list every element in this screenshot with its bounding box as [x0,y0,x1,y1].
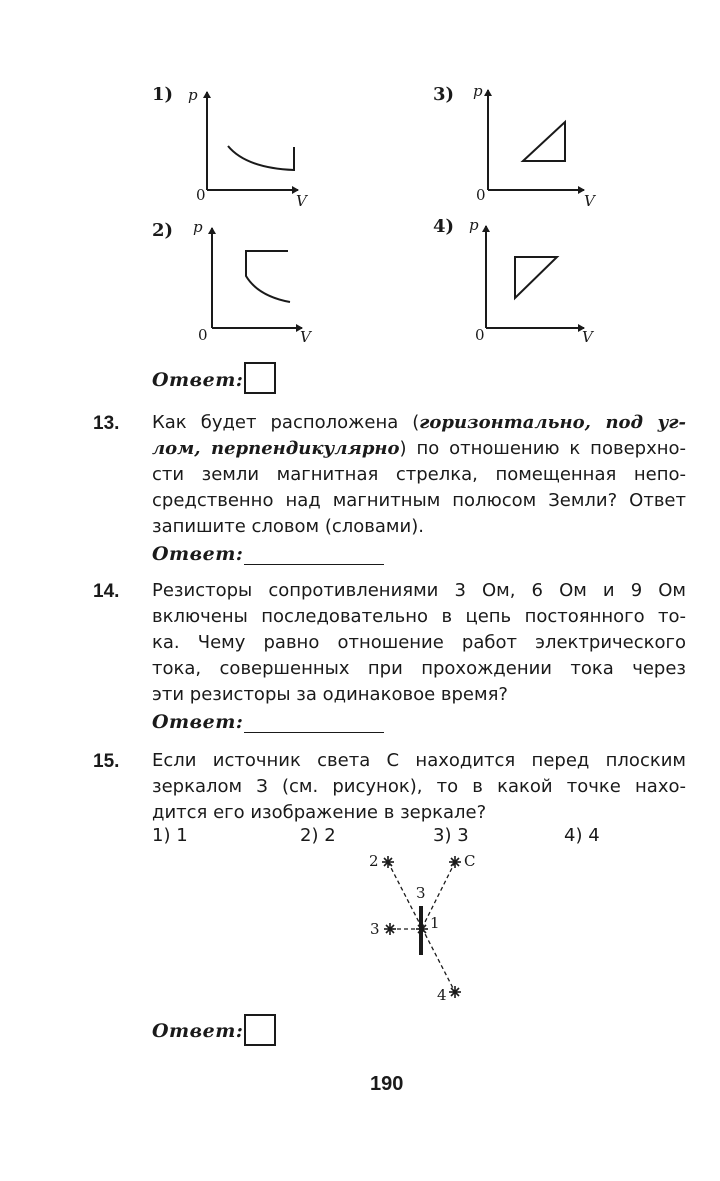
star-point-c [449,856,461,868]
point-4-label: 4 [437,986,447,1004]
graph-4-x-label: V [582,328,593,346]
q14-number: 14. [93,581,120,602]
q14-line-4: тока, совершенных при прохождении тока через [152,658,686,679]
ray-mirror-to-4 [422,928,455,992]
q14-line-5: эти резисторы за одинаковое время? [152,684,508,705]
mirror-label: З [416,884,426,902]
q15-line-1: Если источник света С находится перед плоским [152,750,686,771]
graph-2-label: 2) [152,220,174,241]
star-point-2 [382,856,394,868]
q15-answer-box[interactable] [244,1014,276,1046]
star-point-3 [384,923,396,935]
point-1-label: 1 [430,914,440,932]
graph-3-label: 3) [433,84,455,105]
q13-line-1: Как будет расположена (горизонтально, под уг- [152,412,686,433]
graph-1-x-label: V [296,192,307,210]
point-2-label: 2 [369,852,379,870]
q15-option-2: 2) 2 [300,825,336,846]
graph-1-origin: 0 [196,186,206,204]
q15-line-2: зеркалом З (см. рисунок), то в какой точке нахо- [152,776,686,797]
graph-2-y-label: p [193,218,203,236]
q15-option-3: 3) 3 [433,825,469,846]
q14-line-3: ка. Чему равно отношение работ электрического [152,632,686,653]
q13-number: 13. [93,413,120,434]
graph-3-y-label: p [473,82,483,100]
q15-option-4: 4) 4 [564,825,600,846]
q15-line-3: дится его изображение в зеркале? [152,802,487,823]
graph-3-x-label: V [584,192,595,210]
q13-line-4: средственно над магнитным полюсом Земли? Ответ [152,490,686,511]
graph-1-label: 1) [152,84,174,105]
star-point-1 [416,923,428,935]
q14-line-1: Резисторы сопротивлениями 3 Ом, 6 Ом и 9 Ом [152,580,686,601]
graph-2-x-label: V [300,328,311,346]
q15-option-1: 1) 1 [152,825,188,846]
page-number: 190 [370,1073,404,1095]
q13-line-3: сти земли магнитная стрелка, помещенная непо- [152,464,686,485]
q13-answer-label: Ответ: [152,543,244,565]
q13-line-2: лом, перпендикулярно) по отношению к поверхно- [152,438,686,459]
q15-number: 15. [93,751,120,772]
star-point-4 [449,986,461,998]
graph-1-y-label: p [188,86,198,104]
q14-answer-label: Ответ: [152,711,244,733]
q13-line-5: запишите словом (словами). [152,516,424,537]
graph-3-origin: 0 [476,186,486,204]
q12-answer-label: Ответ: [152,369,244,391]
q15-answer-label: Ответ: [152,1020,244,1042]
graph-2-origin: 0 [198,326,208,344]
q14-line-2: включены последовательно в цепь постоянного то- [152,606,686,627]
graph-4-origin: 0 [475,326,485,344]
graph-4-label: 4) [433,216,455,237]
graph-4-y-label: p [469,216,479,234]
point-3-label: 3 [370,920,380,938]
point-c-label: С [464,852,476,870]
